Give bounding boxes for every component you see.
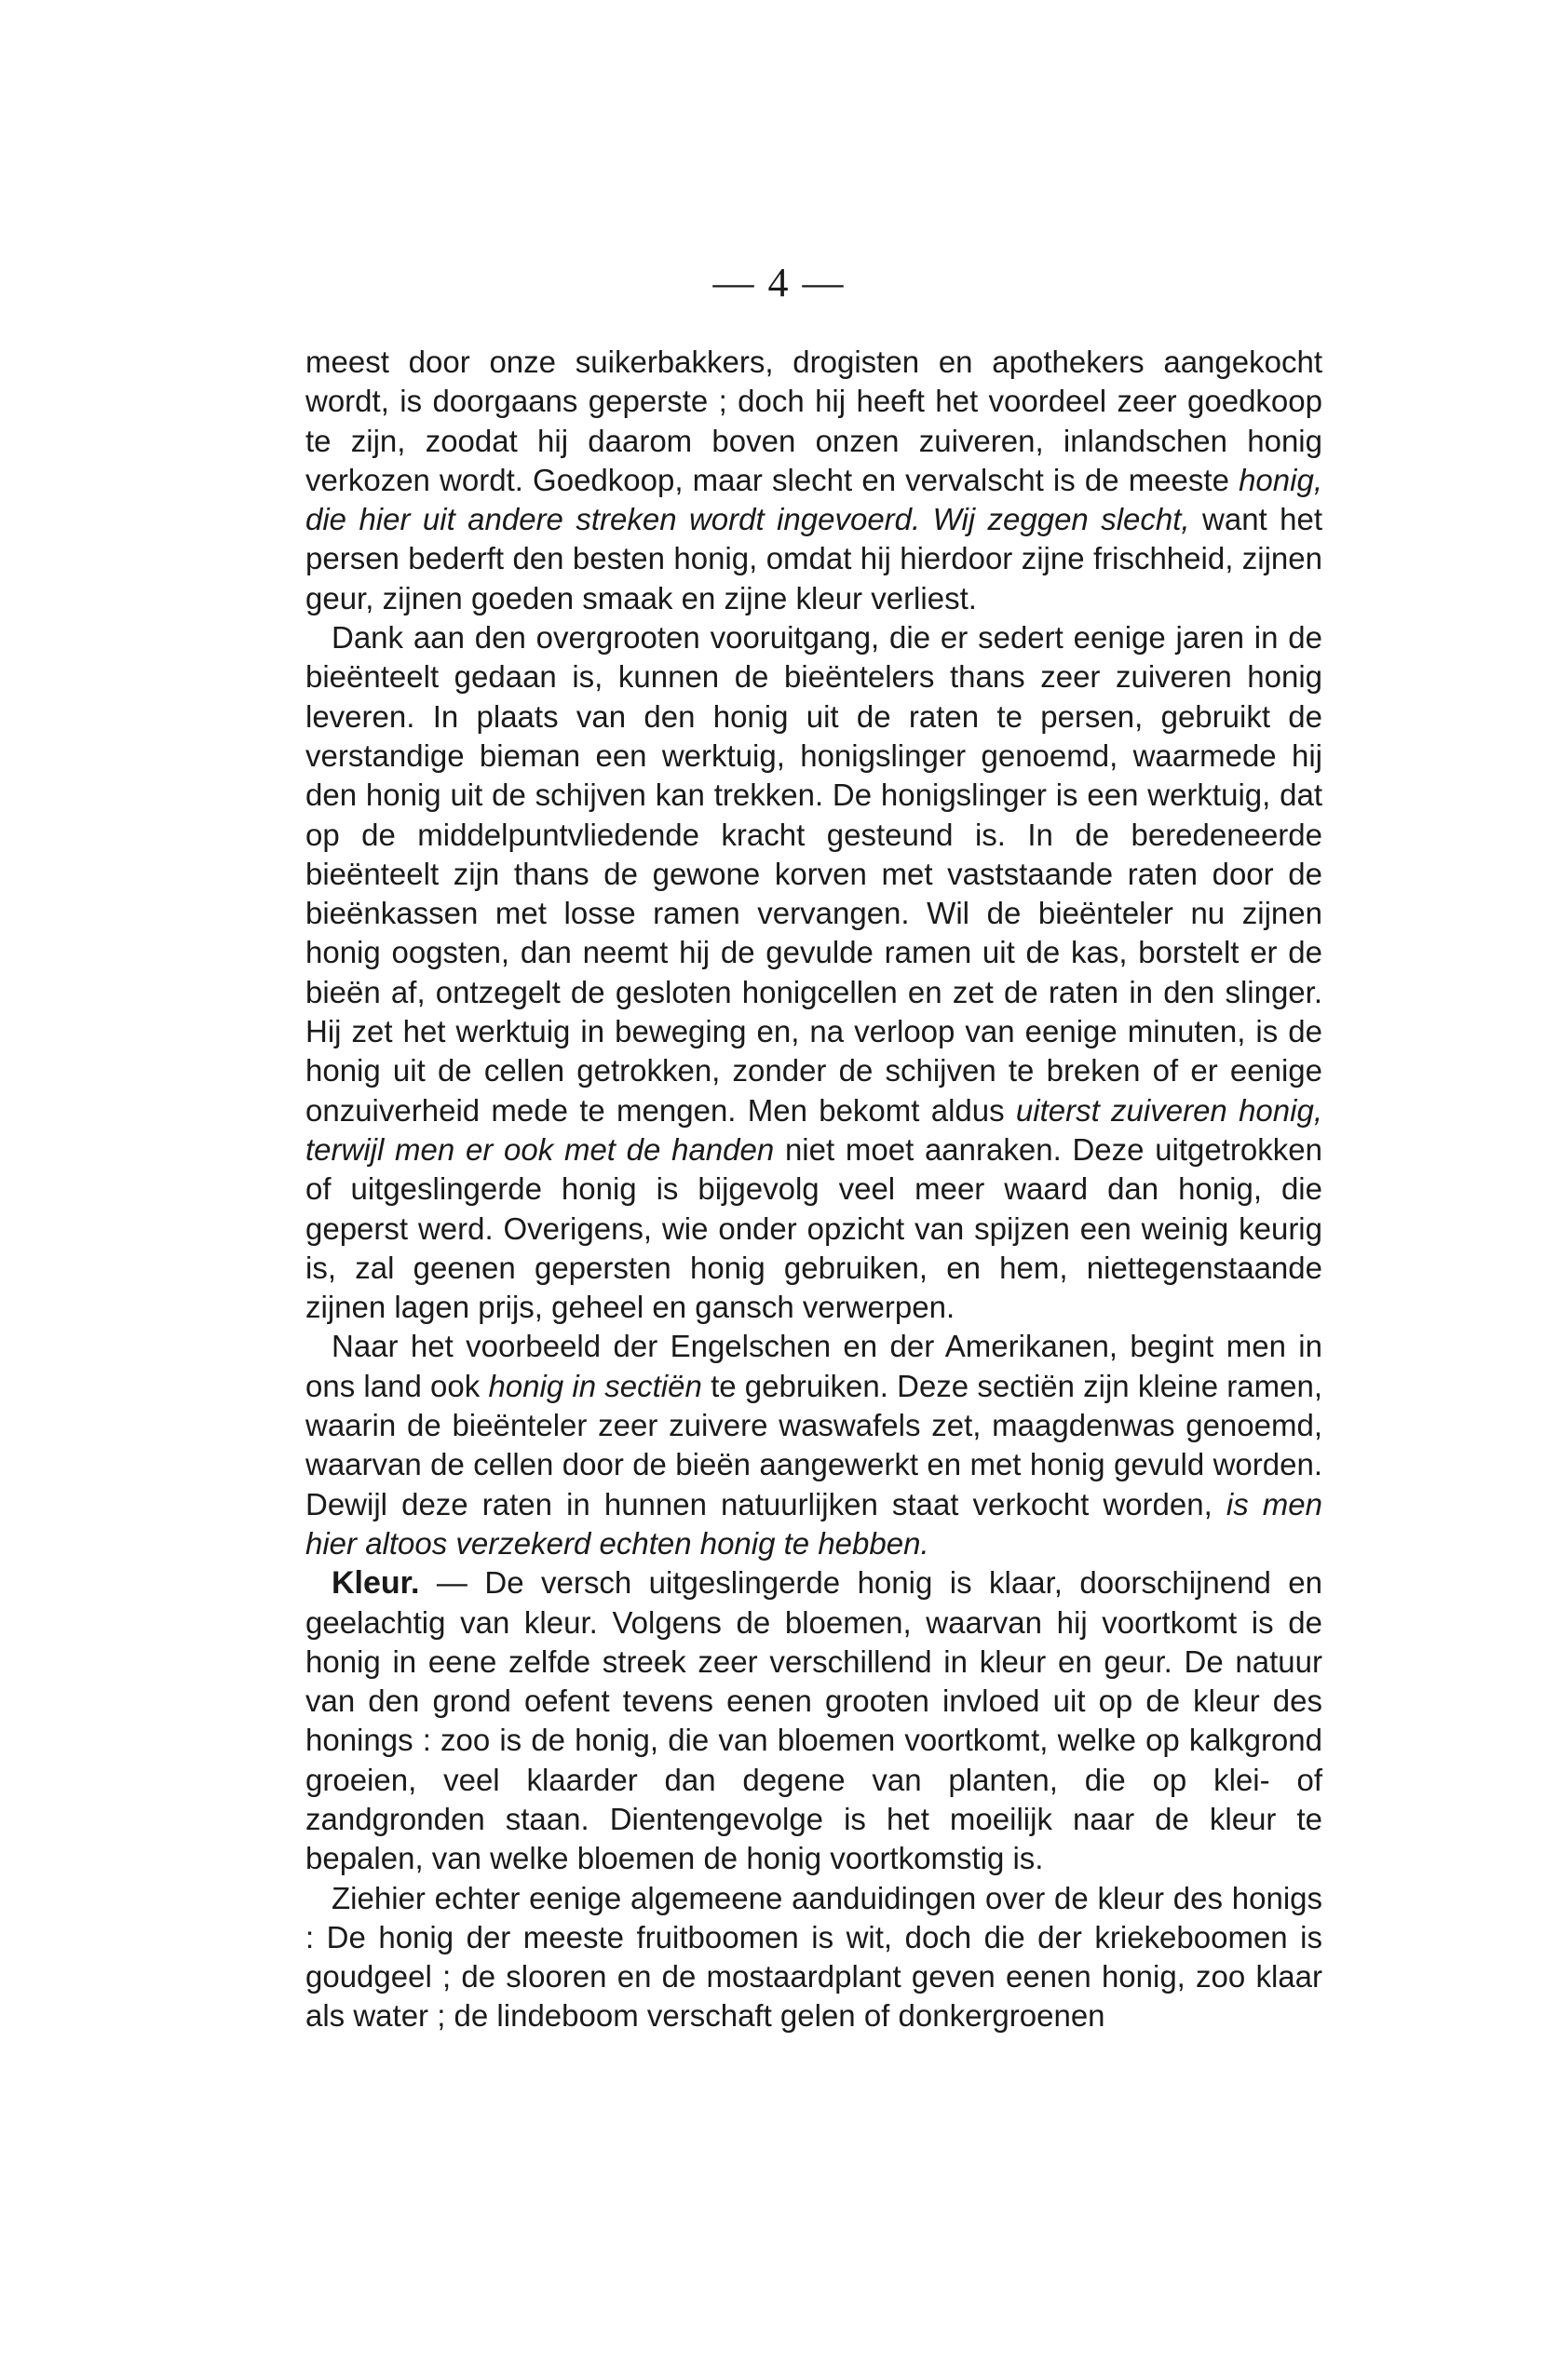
paragraph-4-text-1: — De versch uitgeslingerde honig is klaar, doorschijnend en geelachtig van kleur. Volgens de bloemen, waarvan hij voortkomt is de honig in eene zelfde streek zeer verschillend in kleur en geur. De natuur van den grond oefent tevens eenen grooten invloed uit op de kleur des honings : zoo is de honig, die van bloemen voortkomt, welke op kalkgrond groeien, veel klaarder dan degene van planten, die op klei- of zandgronden staan. Dientengevolge is het moeilijk naar de kleur te bepalen, van welke bloemen de honig voortkomstig is. <box>305 1565 1322 1876</box>
paragraph-2-text-1: Dank aan den overgrooten vooruitgang, die er sedert eenige jaren in de bieënteelt gedaan is, kunnen de bieëntelers thans zeer zuiveren honig leveren. In plaats van den honig uit de raten te persen, gebruikt de verstandige bieman een werktuig, honigslinger genoemd, waarmede hij den honig uit de schijven kan trekken. De honigslinger is een werktuig, dat op de middelpuntvliedende kracht gesteund is. In de beredeneerde bieënteelt zijn thans de gewone korven met vaststaande raten door de bieënkassen met losse ramen vervangen. Wil de bieënteler nu zijnen honig oogsten, dan neemt hij de gevulde ramen uit de kas, borstelt er de bieën af, ontzegelt de gesloten honigcellen en zet de raten in den slinger. Hij zet het werktuig in beweging en, na verloop van eenige minuten, is de honig uit de cellen getrokken, zonder de schijven te breken of er eenige onzuiverheid mede te mengen. Men bekomt aldus <box>305 620 1322 1128</box>
paragraph-2 <box>305 618 1322 1327</box>
paragraph-3-italic-2: is men hier altoos verzekerd echten honig te hebben. <box>305 1486 1322 1561</box>
paragraph-3-text-1: Naar het voorbeeld der Engelschen en der Amerikanen, begint men in ons land ook <box>305 1329 1322 1403</box>
paragraph-3-text-2: te gebruiken. Deze sectiën zijn kleine ramen, waarin de bieënteler zeer zuivere waswafels zet, maagdenwas genoemd, waarvan de cellen door de bieën aangewerkt en met honig gevuld worden. Dewijl deze raten in hunnen natuurlijken staat verkocht worden, <box>305 1368 1323 1521</box>
body-text <box>305 343 1322 2036</box>
paragraph-3-italic-1: honig in sectiën <box>488 1368 702 1403</box>
paragraph-2-italic: uiterst zuiveren honig, terwijl men er ook met de handen <box>305 1092 1322 1167</box>
paragraph-1-text-2: want het persen bederft den besten honig, omdat hij hierdoor zijne frischheid, zijnen geur, zijnen goeden smaak en zijne kleur verliest. <box>305 502 1323 615</box>
paragraph-3 <box>305 1327 1322 1563</box>
paragraph-4 <box>305 1563 1322 1878</box>
paragraph-1-italic: honig, die hier uit andere streken wordt ingevoerd. Wij zeggen slecht, <box>305 462 1322 537</box>
page-number: — 4 — <box>712 260 846 305</box>
paragraph-2-text-2: niet moet aanraken. Deze uitgetrokken of uitgeslingerde honig is bijgevolg veel meer waard dan honig, die geperst werd. Overigens, wie onder opzicht van spijzen een weinig keurig is, zal geenen gepersten honig gebruiken, en hem, niettegenstaande zijnen lagen prijs, geheel en gansch verwerpen. <box>305 1131 1322 1325</box>
paragraph-5-text-1: Ziehier echter eenige algemeene aanduidingen over de kleur des honigs : De honig der meeste fruitboomen is wit, doch die der kriekeboomen is goudgeel ; de slooren en de mostaardplant geven eenen honig, zoo klaar als water ; de lindeboom verschaft gelen of donkergroenen <box>305 1880 1322 2034</box>
section-heading-kleur: Kleur. <box>332 1565 420 1602</box>
paragraph-1-text-1: meest door onze suikerbakkers, drogisten en apothekers aangekocht wordt, is doorgaans geperste ; doch hij heeft het voordeel zeer goedkoop te zijn, zoodat hij daarom boven onzen zuiveren, inlandschen honig verkozen wordt. Goedkoop, maar slecht en vervalscht is de meeste <box>305 345 1322 497</box>
paragraph-1 <box>305 343 1322 618</box>
paragraph-5 <box>305 1879 1322 2036</box>
